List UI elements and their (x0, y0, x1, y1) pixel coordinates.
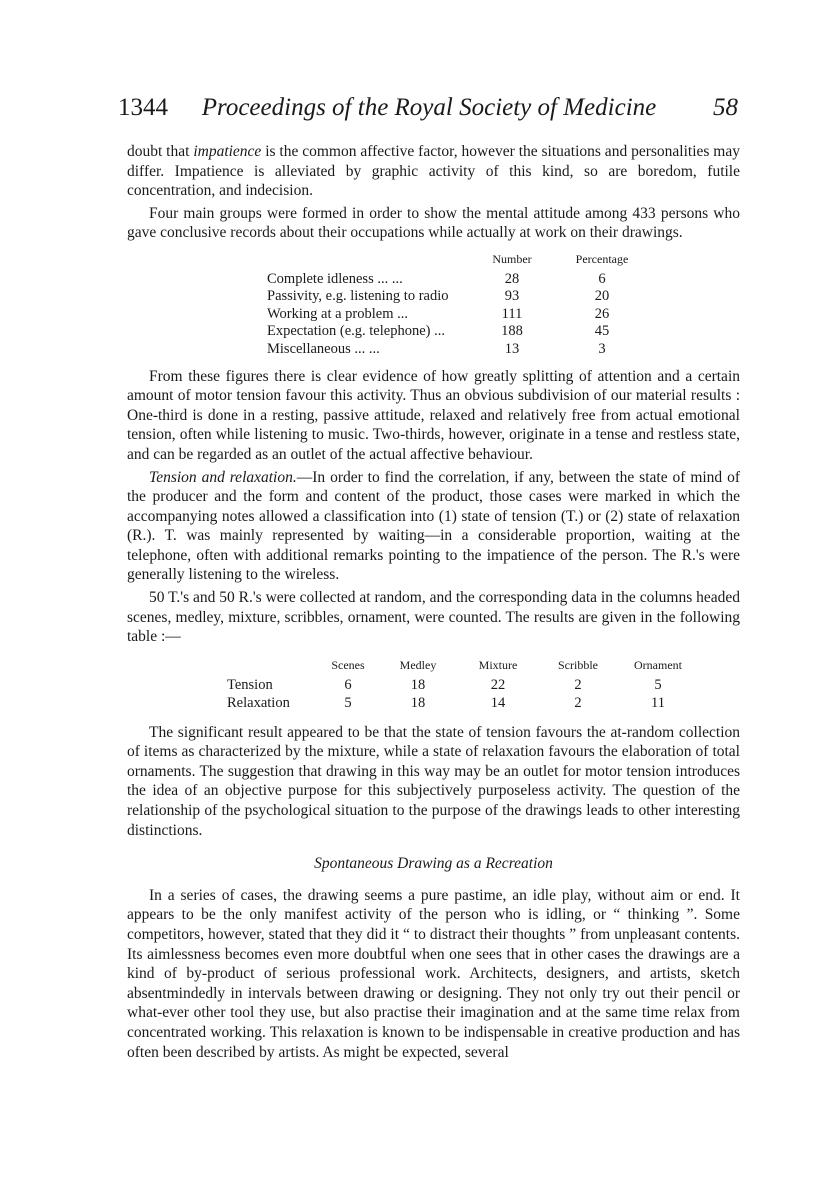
table-cell: 11 (651, 695, 665, 712)
column-header-scenes: Scenes (331, 657, 365, 672)
row-label: Complete idleness ... ... (267, 270, 403, 287)
paragraph-impatience: doubt that impatience is the common affective factor, however the situations and personalities may differ. Impatience is alleviated by graphic activity of this kind, so are boredom, futile concentration, and indecision. (127, 143, 740, 200)
table-cell: 14 (490, 695, 506, 712)
row-number: 93 (504, 288, 520, 305)
article-body (127, 142, 740, 1062)
table-row (267, 323, 642, 341)
column-header-ornament: Ornament (634, 657, 682, 672)
table-cell: 18 (410, 677, 426, 694)
volume-number: 58 (713, 94, 738, 121)
mental-attitude-table (267, 251, 642, 359)
table-cell: 22 (490, 677, 506, 694)
paragraph-significant-result: The significant result appeared to be that the state of tension favours the at-random collection of items as characterized by the mixture, while a state of relaxation favours the elaboration of total ornaments. The suggestion that drawing in this way may be an outlet for motor tension introduces the idea of an objective purpose for this subjectively purposeless activity. The question of the relationship of the psychological situation to the purpose of the drawings leads to other interesting distinctions. (127, 723, 740, 839)
page-number: 1344 (118, 94, 168, 121)
paragraph-figures-evidence: From these figures there is clear evidence of how greatly splitting of attention and a certain amount of motor tension favour this activity. Thus an obvious subdivision of our material results : One-third is done in a resting, passive attitude, relaxed and relatively free from actual emotional tension, often while listening to music. Two-thirds, however, originate in a tense and restless state, and can be regarded as an outlet of the actual affective behaviour. (127, 367, 740, 463)
running-header (118, 94, 740, 128)
table-cell: 6 (344, 677, 352, 694)
row-number: 28 (504, 270, 520, 287)
paragraph-collected-at-random: 50 T.'s and 50 R.'s were collected at random, and the corresponding data in the columns headed scenes, medley, mixture, scribbles, ornament, were counted. The results are given in the following table :— (127, 589, 740, 646)
row-percentage: 45 (594, 323, 610, 340)
row-number: 111 (501, 305, 523, 322)
row-label: Tension (227, 677, 273, 694)
table-cell: 18 (410, 695, 426, 712)
table-row (267, 271, 642, 289)
row-percentage: 20 (594, 288, 610, 305)
table-cell: 5 (654, 677, 662, 694)
section-heading: Spontaneous Drawing as a Recreation (314, 855, 553, 873)
italic-term: impatience (193, 143, 262, 160)
table-row (227, 695, 703, 713)
column-header-medley: Medley (399, 657, 437, 672)
column-header-percentage: Percentage (575, 251, 629, 266)
journal-title: Proceedings of the Royal Society of Medicine (201, 94, 657, 121)
row-number: 13 (504, 340, 520, 357)
paragraph-tension-relaxation: Tension and relaxation.—In order to find the correlation, if any, between the state of mind of the producer and the form and content of the product, those cases were marked in which the accompanying notes allowed a classification into (1) state of tension (T.) or (2) state of relaxation (R.). T. was mainly represented by waiting—in a considerable proportion, waiting at the telephone, often with additional remarks pointing to the impatience of the person. The R.'s were generally listening to the wireless. (127, 468, 740, 584)
row-percentage: 3 (598, 340, 606, 357)
table-cell: 2 (574, 695, 582, 712)
paragraph-pure-pastime: In a series of cases, the drawing seems a pure pastime, an idle play, without aim or end. It appears to be the only manifest activity of the person who is idling, or “ thinking ”. Some competitors, however, stated that they did it “ to distract their thoughts ” from unpleasant contents. Its aimlessness becomes even more doubtful when one sees that in other cases the drawings are a kind of by-product of serious professional work. Architects, designers, and artists, sketch absentmindedly in intervals between drawing or designing. They not only try out their pencil or what-ever other tool they use, but also practise their imagination and at the same time relax from concentrated working. This relaxation is known to be indispensable in creative production and has often been described by artists. As might be expected, several (127, 886, 740, 1061)
row-label: Relaxation (227, 695, 290, 712)
row-number: 188 (501, 323, 523, 340)
row-label: Working at a problem ... (267, 305, 408, 322)
table-cell: 2 (574, 677, 582, 694)
table-row (267, 306, 642, 324)
column-header-scribble: Scribble (558, 657, 598, 672)
table-row (227, 677, 703, 695)
italic-subheading: Tension and relaxation. (149, 468, 297, 486)
paragraph-main-groups: Four main groups were formed in order to show the mental attitude among 433 persons who gave conclusive records about their occupations while actually at work on their drawings. (127, 204, 740, 242)
row-label: Passivity, e.g. listening to radio (267, 288, 449, 305)
column-header-number: Number (492, 251, 532, 266)
row-percentage: 6 (598, 270, 606, 287)
column-header-mixture: Mixture (478, 657, 518, 672)
row-percentage: 26 (594, 305, 610, 322)
table-cell: 5 (344, 695, 352, 712)
table-row (267, 288, 642, 306)
tension-relaxation-table (227, 657, 703, 713)
table-row (267, 341, 642, 359)
row-label: Miscellaneous ... ... (267, 340, 380, 357)
row-label: Expectation (e.g. telephone) ... (267, 323, 445, 340)
